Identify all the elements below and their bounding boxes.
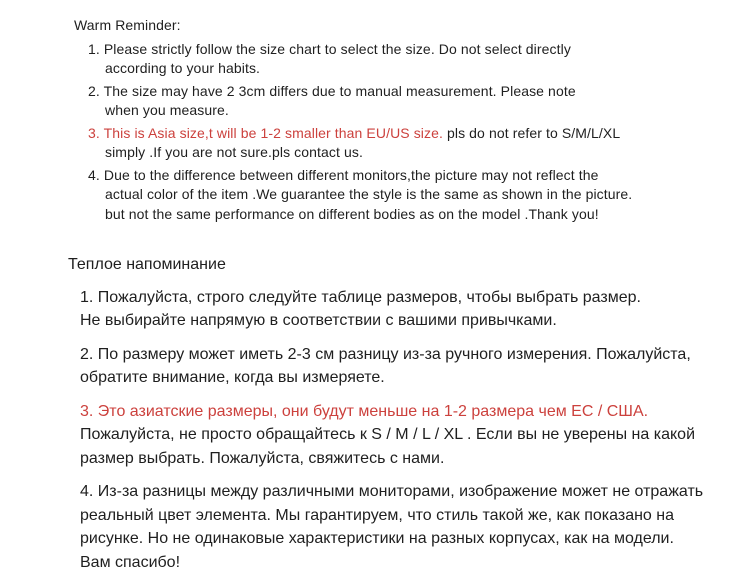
- russian-item-4-line-3: рисунке. Но не одинаковые характеристики на разных корпусах, как на модели.: [80, 527, 714, 551]
- russian-item-4-line-2: реальный цвет элемента. Мы гарантируем, что стиль такой же, как показано на: [80, 504, 714, 528]
- russian-item-1-line-2: Не выбирайте напрямую в соответствии с вашими привычками.: [80, 309, 714, 333]
- russian-item-3-line-2: Пожалуйста, не просто обращайтесь к S / M / L / XL . Если вы не уверены на какой: [80, 423, 714, 447]
- english-item-1-line-2: according to your habits.: [88, 59, 700, 79]
- russian-item-3-red-line: 3. Это азиатские размеры, они будут меньше на 1-2 размера чем ЕС / США.: [80, 400, 714, 424]
- english-reminder-section: [0, 0, 750, 224]
- english-item-1-line-1: 1. Please strictly follow the size chart to select the size. Do not select directly: [88, 40, 700, 60]
- english-reminder-item-3: [88, 124, 700, 163]
- english-item-4-line-3: but not the same performance on different bodies as on the model .Thank you!: [88, 205, 700, 225]
- russian-reminder-item-3: [80, 400, 714, 471]
- english-item-3-black-text: pls do not refer to S/M/L/XL: [443, 125, 620, 141]
- english-item-3-line-2: simply .If you are not sure.pls contact us.: [88, 143, 700, 163]
- russian-item-4-line-4: Вам спасибо!: [80, 551, 714, 574]
- russian-item-2-line-1: 2. По размеру может иметь 2-3 см разницу из-за ручного измерения. Пожалуйста,: [80, 343, 714, 367]
- english-item-2-line-2: when you measure.: [88, 101, 700, 121]
- english-reminder-item-2: [88, 82, 700, 121]
- russian-reminder-item-4: [80, 480, 714, 574]
- russian-item-4-line-1: 4. Из-за разницы между различными мониторами, изображение может не отражать: [80, 480, 714, 504]
- english-item-4-line-1: 4. Due to the difference between different monitors,the picture may not reflect the: [88, 166, 700, 186]
- russian-item-2-line-2: обратите внимание, когда вы измеряете.: [80, 366, 714, 390]
- russian-reminder-item-1: [80, 286, 714, 333]
- russian-reminder-item-2: [80, 343, 714, 390]
- russian-reminder-section: [0, 227, 750, 574]
- english-reminder-item-4: [88, 166, 700, 225]
- russian-item-1-line-1: 1. Пожалуйста, строго следуйте таблице размеров, чтобы выбрать размер.: [80, 286, 714, 310]
- english-item-3-line-1: [88, 124, 700, 144]
- english-item-4-line-2: actual color of the item .We guarantee the style is the same as shown in the picture.: [88, 185, 700, 205]
- russian-item-3-line-3: размер выбрать. Пожалуйста, свяжитесь с нами.: [80, 447, 714, 471]
- english-item-3-red-text: 3. This is Asia size,t will be 1-2 smaller than EU/US size.: [88, 125, 443, 141]
- english-item-2-line-1: 2. The size may have 2 3cm differs due to manual measurement. Please note: [88, 82, 700, 102]
- english-reminder-item-1: [88, 40, 700, 79]
- russian-reminder-title: Теплое напоминание: [68, 253, 714, 277]
- english-reminder-title: Warm Reminder:: [74, 16, 700, 36]
